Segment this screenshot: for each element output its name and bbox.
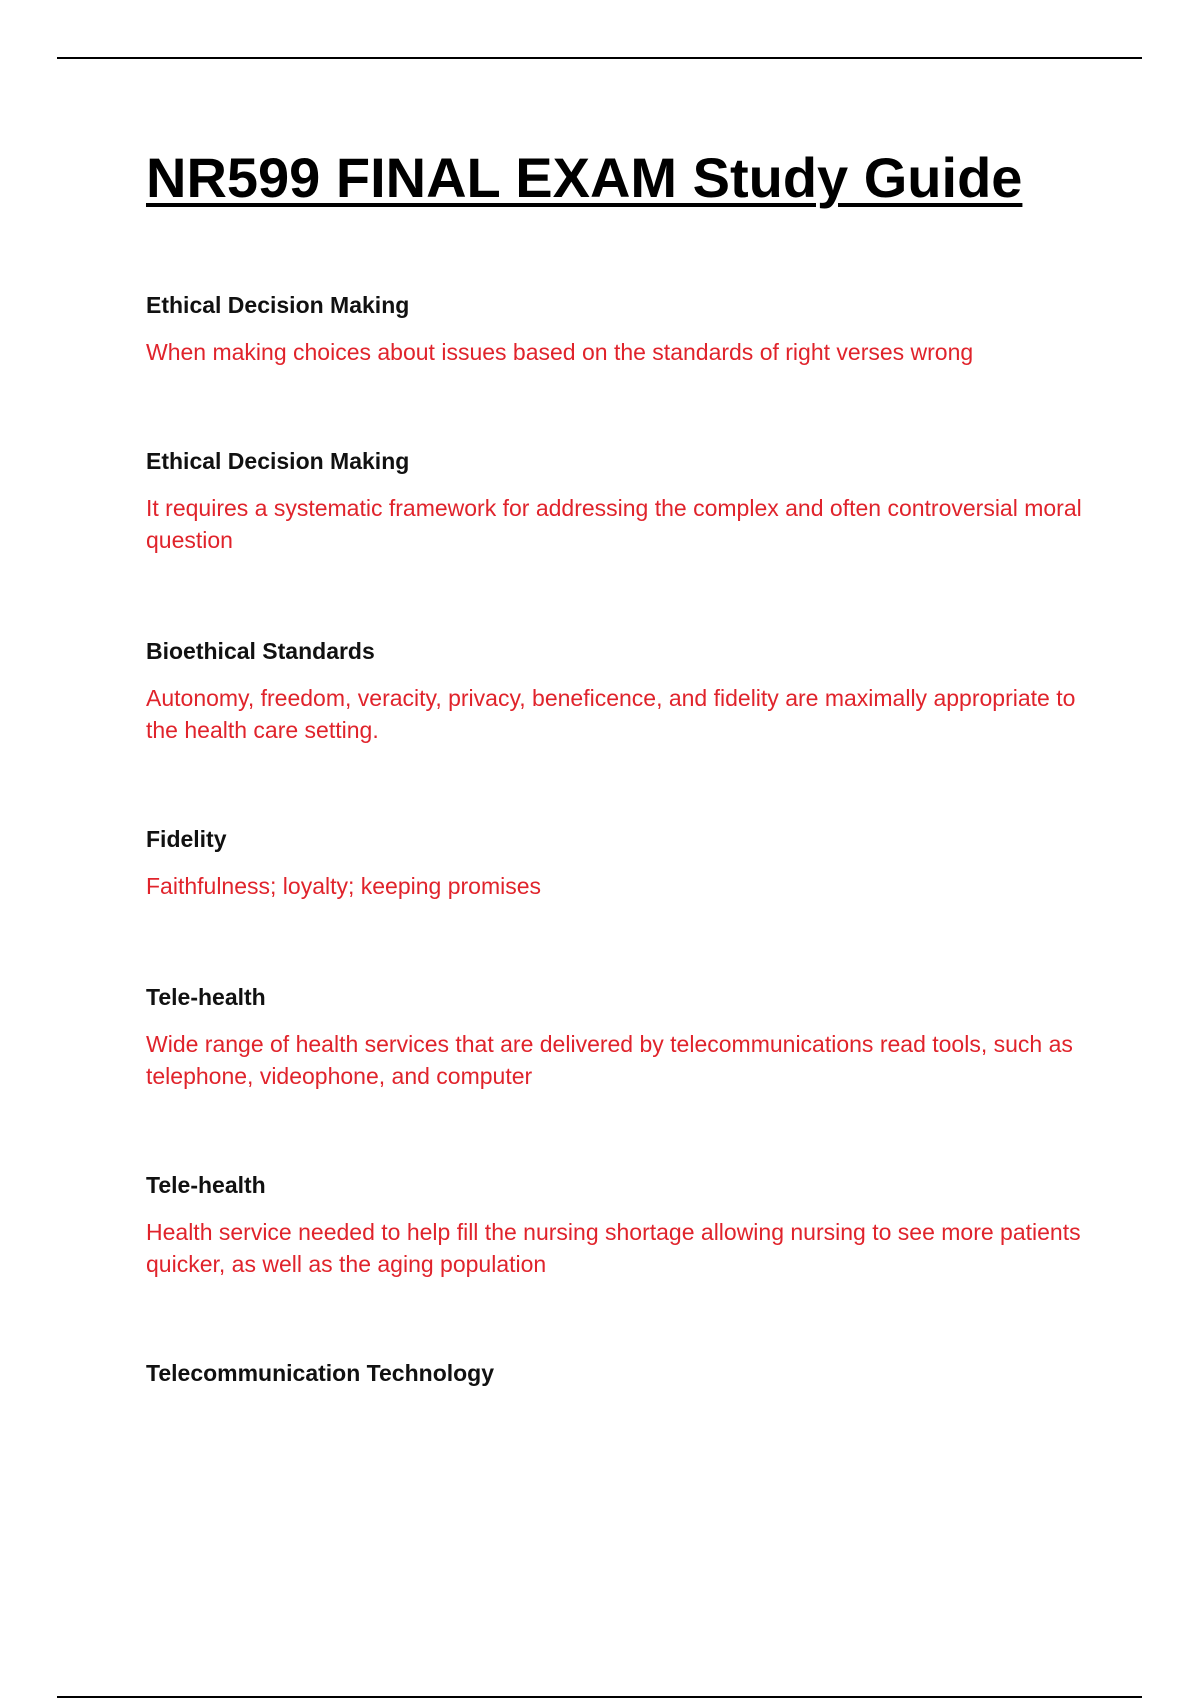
card-term: Telecommunication Technology (146, 1360, 495, 1386)
card-term: Ethical Decision Making (146, 448, 410, 474)
flashcard (146, 982, 1106, 1092)
card-term: Bioethical Standards (146, 638, 375, 664)
card-term: Tele-health (146, 1172, 266, 1198)
card-definition: Health service needed to help fill the nursing shortage allowing nursing to see more patients quicker, as well as the aging population (146, 1219, 1081, 1277)
card-term: Tele-health (146, 984, 266, 1010)
top-divider (57, 57, 1142, 59)
card-definition: Wide range of health services that are delivered by telecommunications read tools, such as telephone, videophone, and computer (146, 1031, 1073, 1089)
flashcard (146, 1170, 1106, 1280)
flashcard (146, 290, 1106, 368)
card-definition: Faithfulness; loyalty; keeping promises (146, 873, 542, 899)
card-definition: When making choices about issues based on the standards of right verses wrong (146, 339, 974, 365)
card-term: Ethical Decision Making (146, 292, 410, 318)
flashcard (146, 446, 1106, 556)
flashcard (146, 636, 1106, 746)
bottom-divider (57, 1696, 1142, 1698)
page-title: NR599 FINAL EXAM Study Guide (146, 146, 1023, 209)
flashcard (146, 824, 1106, 902)
card-definition: Autonomy, freedom, veracity, privacy, beneficence, and fidelity are maximally appropriate to the health care setting. (146, 685, 1076, 743)
card-definition: It requires a systematic framework for addressing the complex and often controversial moral question (146, 495, 1082, 553)
card-term: Fidelity (146, 826, 227, 852)
flashcard (146, 1358, 1106, 1404)
